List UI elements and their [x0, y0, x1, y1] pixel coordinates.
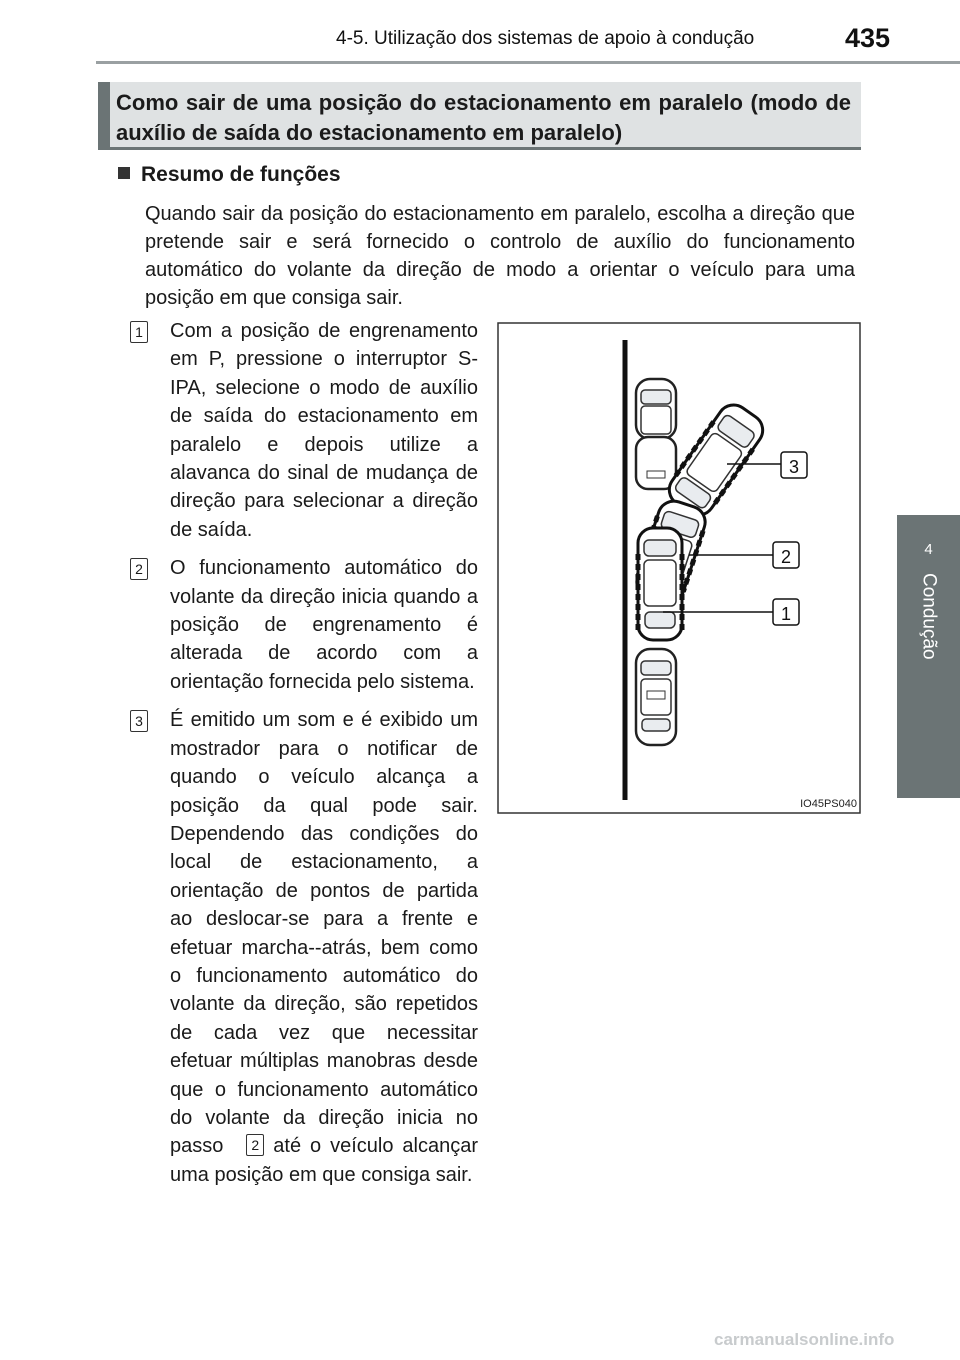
page-number: 435 — [845, 23, 891, 53]
subheading-text: Resumo de funções — [141, 163, 341, 186]
section-title: Como sair de uma posição do estacionamento em paralelo (modo de auxílio de saída do estacionamento em paralelo) — [116, 90, 851, 145]
header-section-title: 4-5. Utilização dos sistemas de apoio à condução — [336, 28, 755, 49]
callout-label-3: 3 — [788, 457, 800, 477]
step-text-tail: até o veículo alcançar uma posição em que consiga sair. — [170, 1135, 479, 1186]
chapter-number: 4 — [924, 541, 933, 558]
header-rule — [96, 61, 960, 64]
chapter-label: Condução — [918, 573, 940, 660]
car-start-position-icon — [638, 528, 682, 640]
step-number-badge: 3 — [130, 710, 148, 732]
parked-car-front-icon — [636, 379, 676, 489]
watermark: carmanualsonline.info — [714, 1330, 895, 1349]
list-item — [130, 317, 478, 544]
figure-code: IO45PS040 — [800, 798, 857, 810]
section-title-box — [98, 82, 861, 150]
step-text: É emitido um som e é exibido um mostrador para o notificar de quando o veículo alcança a posição da qual pode sair. Dependendo das condições do local de estacionamento, a orientação de pontos de partida ao deslocar-se para a frente e efetuar marcha--atrás, bem como o funcionamento automático do volante da direção, são repetidos de cada vez que necessitar efetuar múltiplas manobras desde que o funcionamento automático do volante da direção inicia no passo — [170, 709, 478, 1158]
list-item — [130, 554, 478, 696]
parked-car-rear-icon — [636, 649, 676, 745]
parking-exit-figure — [497, 322, 861, 814]
list-item — [130, 706, 478, 1189]
callout-label-1: 1 — [780, 604, 792, 624]
chapter-side-tab — [897, 515, 960, 798]
parking-diagram — [497, 322, 861, 814]
square-bullet-icon — [118, 167, 130, 179]
step-number-badge: 2 — [130, 558, 148, 580]
step-number-badge: 1 — [130, 321, 148, 343]
step-reference-badge: 2 — [246, 1134, 264, 1156]
intro-paragraph: Quando sair da posição do estacionamento em paralelo, escolha a direção que pretende sair e será fornecido o controlo de auxílio do funcionamento automático do volante da direção de modo a orientar o veículo para uma posição em que consiga sair. — [145, 203, 855, 309]
callout-label-2: 2 — [780, 547, 792, 567]
step-text: Com a posição de engrenamento em P, pressione o interruptor S-IPA, selecione o modo de auxílio de saída do estacionamento em paralelo e depois utilize a alavanca do sinal de mudança de direção para selecionar a direção de saída. — [170, 320, 478, 541]
subheading — [118, 163, 341, 187]
steps-list — [130, 317, 478, 1199]
step-text: O funcionamento automático do volante da direção inicia quando a posição de engrenamento é alterada de acordo com a orientação fornecida pelo sistema. — [170, 557, 478, 693]
